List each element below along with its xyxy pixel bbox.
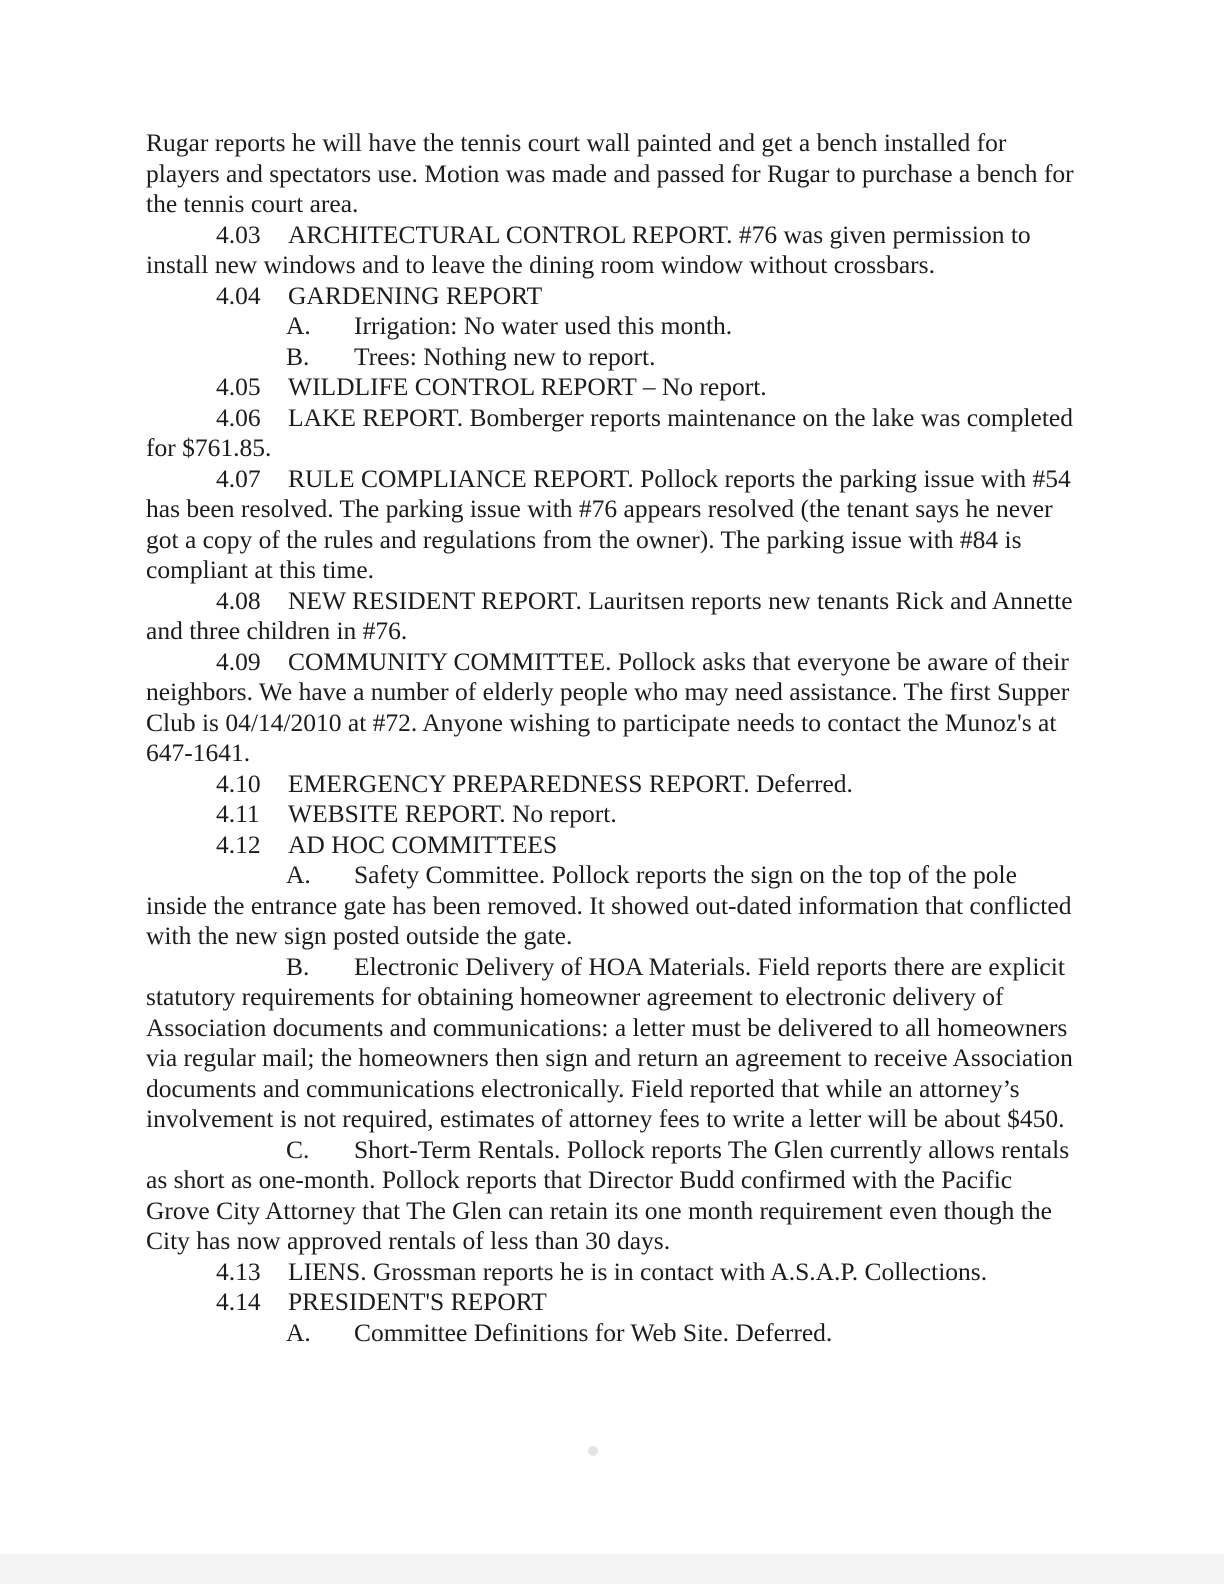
- item-text: Safety Committee. Pollock reports the sign on the top of the pole inside the entrance gate has been removed. It showed out-dated information that conflicted with the new sign posted outside the gate.: [146, 860, 1072, 950]
- section-number: 4.08: [216, 585, 261, 615]
- section-text: WEBSITE REPORT. No report.: [288, 799, 617, 828]
- section-text: ARCHITECTURAL CONTROL REPORT. #76 was given permission to install new windows and to leave the dining room window without crossbars.: [146, 219, 1031, 279]
- gardening-item-a: [146, 311, 1076, 342]
- section-4-07: [146, 464, 1076, 586]
- section-number: 4.12: [216, 829, 261, 859]
- president-item-a: [146, 1318, 1076, 1349]
- section-heading: GARDENING REPORT: [288, 280, 543, 310]
- item-letter: A.: [286, 860, 311, 889]
- item-text: Electronic Delivery of HOA Materials. Field reports there are explicit statutory requirements for obtaining homeowner agreement to electronic delivery of Association documents and communications: a letter must be delivered to all homeowners via regular mail; the homeowners then sign and return an agreement to receive Association documents and communications electronically. Field reported that while an attorney’s involvement is not required, estimates of attorney fees to write a letter will be about $450.: [146, 951, 1073, 1133]
- section-text: LAKE REPORT. Bomberger reports maintenance on the lake was completed for $761.85.: [146, 402, 1073, 462]
- item-text: Short-Term Rentals. Pollock reports The Glen currently allows rentals as short as one-month. Pollock reports that Director Budd confirmed with the Pacific Grove City Attorney that The Glen can retain its one month requirement even though the City has now approved rentals of less than 30 days.: [146, 1134, 1070, 1255]
- tennis-court-paragraph: [146, 128, 1076, 220]
- item-letter: B.: [286, 341, 310, 371]
- section-text: WILDLIFE CONTROL REPORT – No report.: [288, 372, 767, 401]
- section-number: 4.03: [216, 219, 261, 249]
- ad-hoc-item-a: [146, 860, 1076, 952]
- section-number: 4.10: [216, 768, 261, 798]
- gardening-item-b: [146, 342, 1076, 373]
- section-heading: PRESIDENT'S REPORT: [288, 1287, 547, 1316]
- item-text: Trees: Nothing new to report.: [354, 341, 656, 371]
- section-text: LIENS. Grossman reports he is in contact with A.S.A.P. Collections.: [288, 1256, 988, 1286]
- section-number: 4.09: [216, 646, 261, 676]
- section-number: 4.04: [216, 280, 261, 310]
- section-text: EMERGENCY PREPAREDNESS REPORT. Deferred.: [288, 768, 853, 798]
- section-4-12: [146, 830, 1076, 861]
- section-4-10: [146, 769, 1076, 800]
- minutes-page: [146, 128, 1076, 1348]
- section-text: COMMUNITY COMMITTEE. Pollock asks that everyone be aware of their neighbors. We have a number of elderly people who may need assistance. The first Supper Club is 04/14/2010 at #72. Anyone wishing to participate needs to contact the Munoz's at 647-1641.: [146, 646, 1070, 767]
- section-4-08: [146, 586, 1076, 647]
- section-4-13: [146, 1257, 1076, 1288]
- section-4-03: [146, 220, 1076, 281]
- section-number: 4.13: [216, 1256, 261, 1286]
- section-4-04: [146, 281, 1076, 312]
- section-number: 4.06: [216, 402, 261, 432]
- item-text: Committee Definitions for Web Site. Deferred.: [354, 1317, 833, 1347]
- section-text: NEW RESIDENT REPORT. Lauritsen reports new tenants Rick and Annette and three children in #76.: [146, 585, 1073, 645]
- tennis-court-text: Rugar reports he will have the tennis court wall painted and get a bench installed for players and spectators use. Motion was made and passed for Rugar to purchase a bench for the tennis court area.: [146, 128, 1074, 218]
- ad-hoc-item-b: [146, 952, 1076, 1135]
- section-4-14: [146, 1287, 1076, 1318]
- section-text: RULE COMPLIANCE REPORT. Pollock reports the parking issue with #54 has been resolved. The parking issue with #76 appears resolved (the tenant says he never got a copy of the rules and regulations from the owner). The parking issue with #84 is compliant at this time.: [146, 463, 1071, 584]
- item-letter: A.: [286, 311, 311, 340]
- scan-bottom-edge: [0, 1554, 1224, 1584]
- section-4-05: [146, 372, 1076, 403]
- item-letter: A.: [286, 1317, 311, 1347]
- section-number: 4.11: [216, 799, 260, 828]
- item-text: Irrigation: No water used this month.: [354, 311, 733, 340]
- section-number: 4.14: [216, 1287, 261, 1316]
- section-4-06: [146, 403, 1076, 464]
- section-4-11: [146, 799, 1076, 830]
- scan-speck: [588, 1446, 598, 1456]
- item-letter: C.: [286, 1134, 310, 1164]
- section-4-09: [146, 647, 1076, 769]
- section-heading: AD HOC COMMITTEES: [288, 829, 558, 859]
- ad-hoc-item-c: [146, 1135, 1076, 1257]
- section-number: 4.05: [216, 372, 261, 401]
- item-letter: B.: [286, 951, 310, 981]
- section-number: 4.07: [216, 463, 261, 493]
